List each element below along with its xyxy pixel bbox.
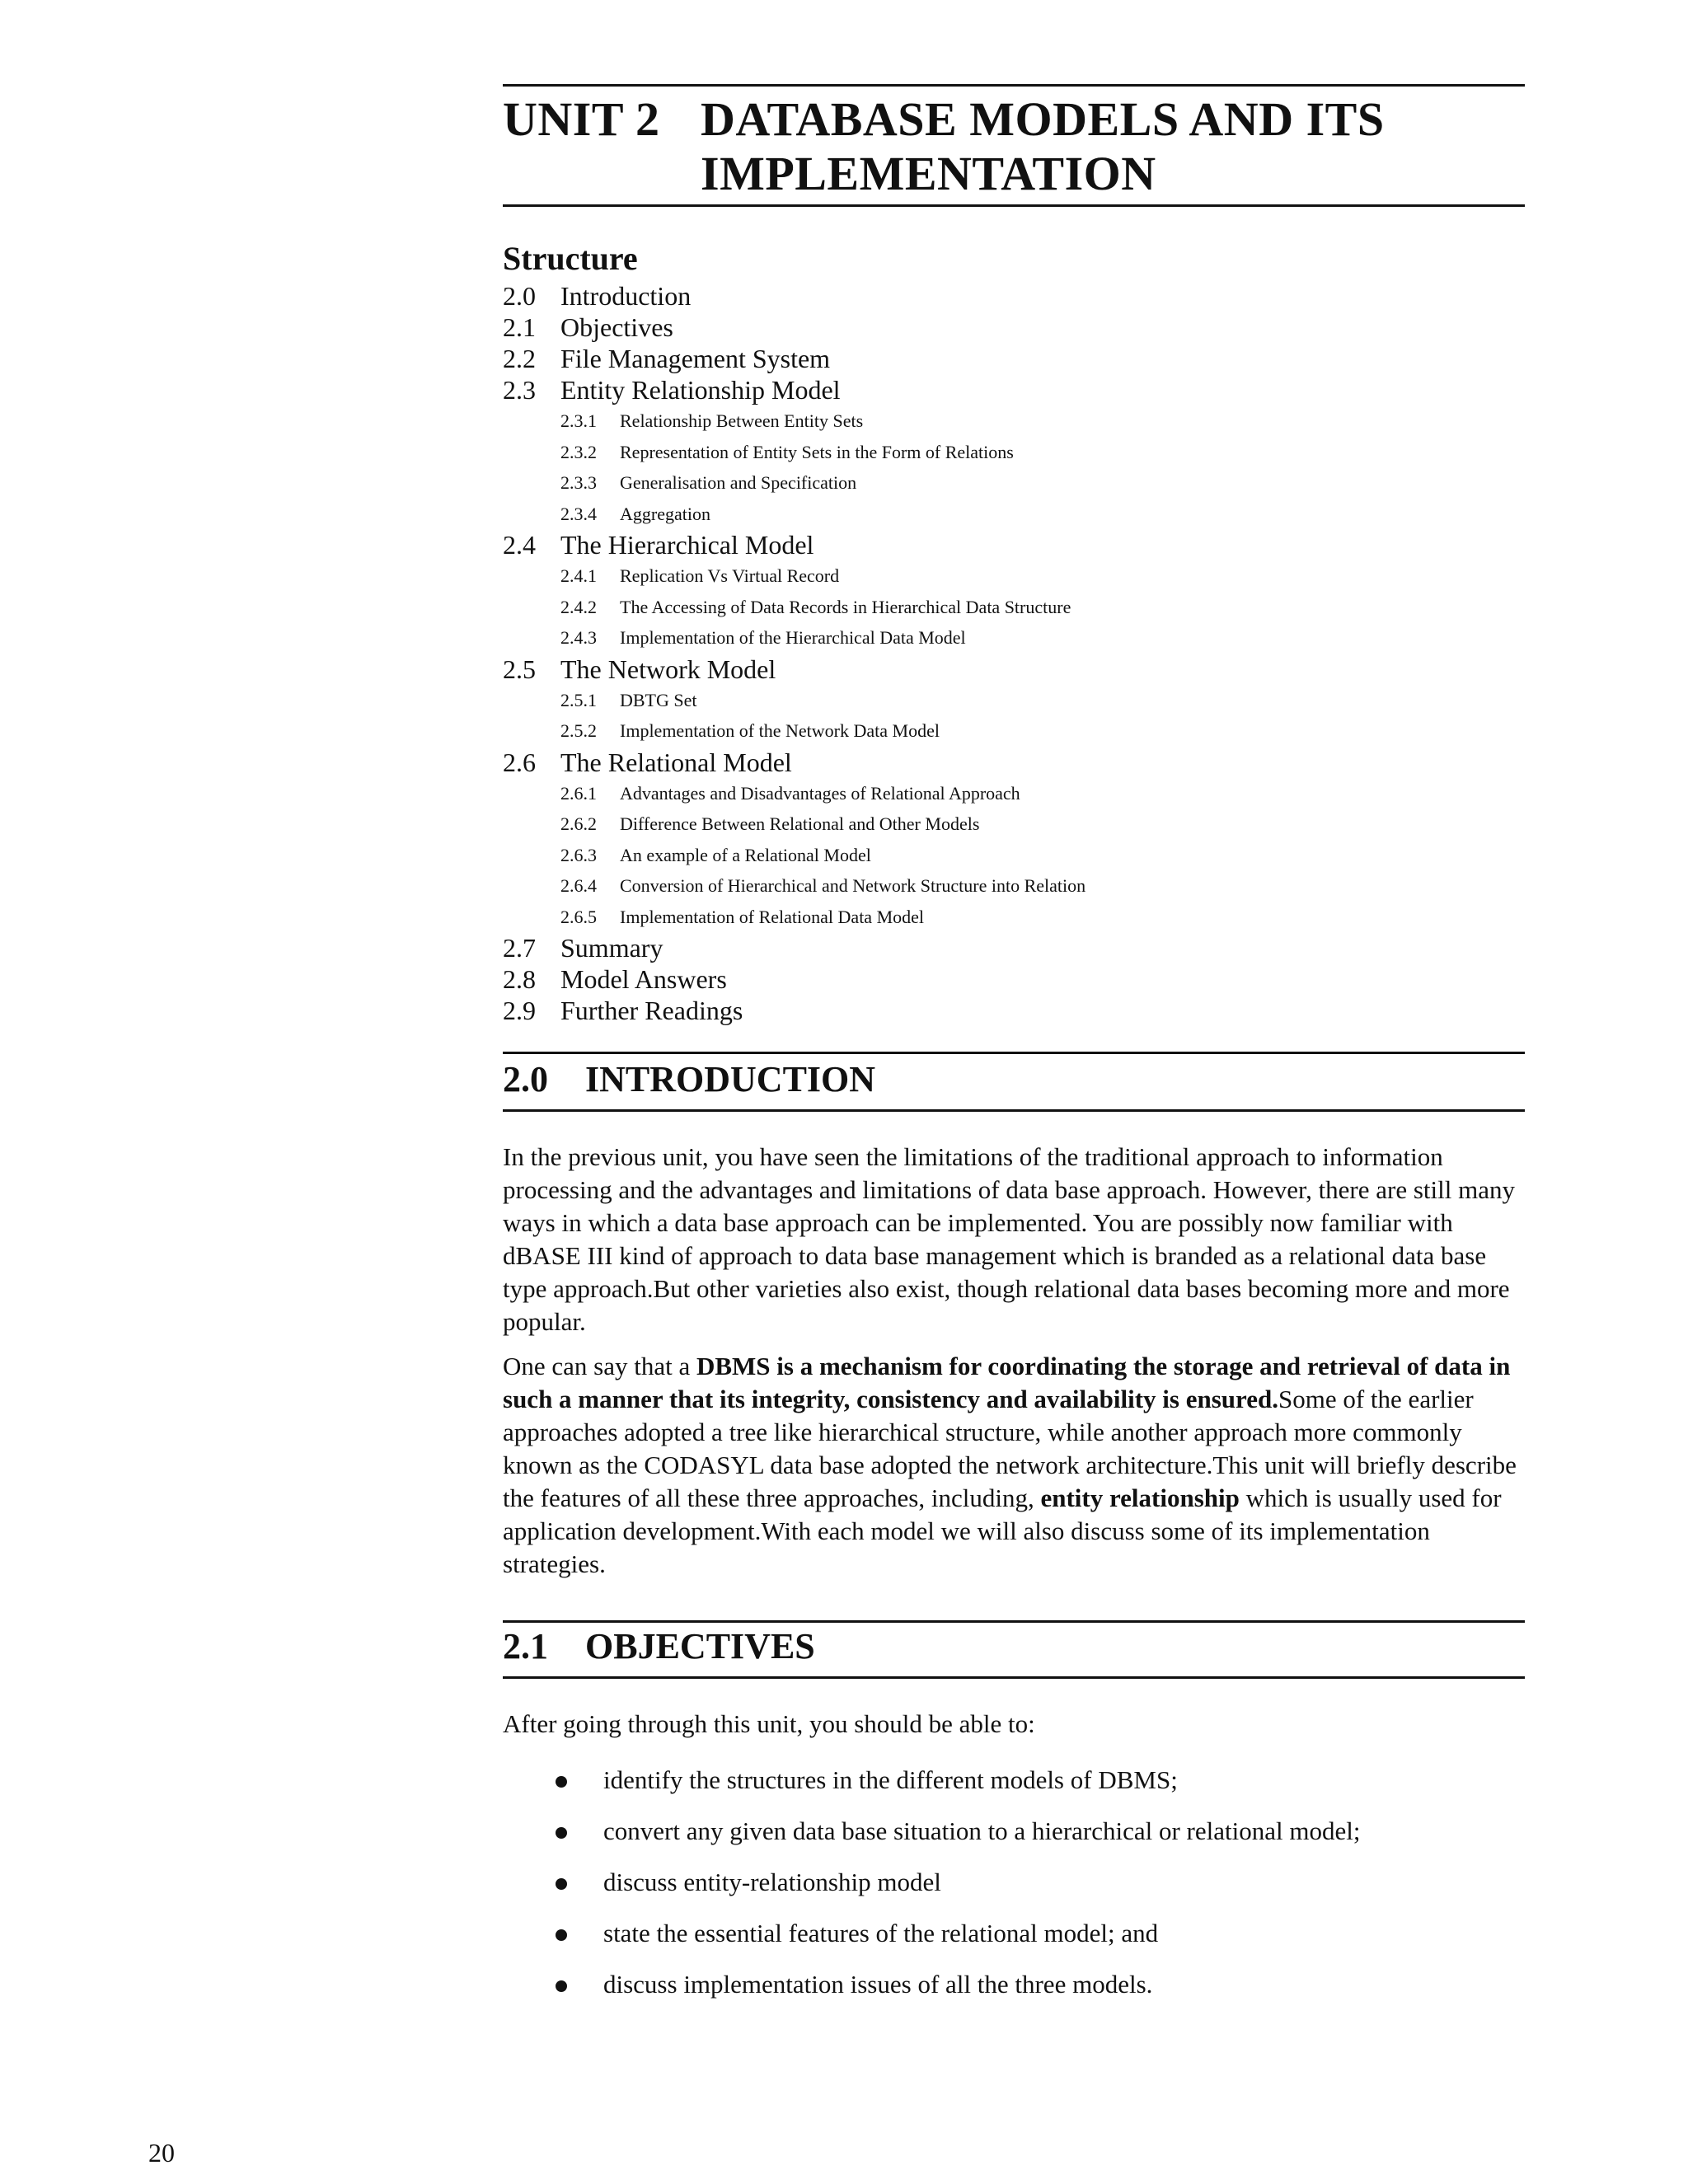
toc-subitem: 2.6.4 Conversion of Hierarchical and Network Structure into Relation bbox=[560, 875, 1086, 896]
toc-item: 2.0 Introduction bbox=[503, 281, 692, 311]
toc-item: 2.1 Objectives bbox=[503, 312, 673, 342]
objectives-top-rule bbox=[503, 1620, 1525, 1623]
objectives-number: 2.1 bbox=[503, 1626, 548, 1666]
toc-subitem: 2.4.1 Replication Vs Virtual Record bbox=[560, 565, 840, 586]
bullet-icon bbox=[556, 1878, 567, 1890]
list-item: state the essential features of the relational model; and bbox=[503, 1917, 1574, 1968]
intro-bottom-rule bbox=[503, 1109, 1525, 1112]
list-item: identify the structures in the different models of DBMS; bbox=[503, 1764, 1574, 1815]
title-top-rule bbox=[503, 84, 1525, 87]
toc-item: 2.4 The Hierarchical Model bbox=[503, 530, 814, 560]
toc-subitem: 2.6.5 Implementation of Relational Data Model bbox=[560, 906, 925, 927]
intro-top-rule bbox=[503, 1052, 1525, 1054]
toc-item: 2.8 Model Answers bbox=[503, 964, 727, 994]
objectives-bottom-rule bbox=[503, 1676, 1525, 1679]
title-bottom-rule bbox=[503, 204, 1525, 207]
unit-title-line-1: DATABASE MODELS AND ITS bbox=[701, 92, 1385, 146]
objectives-title: OBJECTIVES bbox=[585, 1626, 815, 1666]
unit-title-line-2: IMPLEMENTATION bbox=[701, 147, 1156, 200]
toc-subitem: 2.4.2 The Accessing of Data Records in Hierarchical Data Structure bbox=[560, 596, 1071, 617]
toc-subitem: 2.4.3 Implementation of the Hierarchical Data Model bbox=[560, 627, 966, 648]
page-number: 20 bbox=[148, 2138, 175, 2168]
toc-subitem: 2.3.2 Representation of Entity Sets in the Form of Relations bbox=[560, 441, 1014, 462]
toc-subitem: 2.5.1 DBTG Set bbox=[560, 689, 697, 710]
bullet-icon bbox=[556, 1929, 567, 1941]
bullet-icon bbox=[556, 1980, 567, 1992]
list-item: convert any given data base situation to a hierarchical or relational model; bbox=[503, 1815, 1574, 1866]
list-item: discuss implementation issues of all the three models. bbox=[503, 1968, 1574, 2019]
toc-subitem: 2.3.1 Relationship Between Entity Sets bbox=[560, 410, 864, 431]
unit-number: UNIT 2 bbox=[503, 92, 660, 146]
toc-subitem: 2.6.3 An example of a Relational Model bbox=[560, 844, 871, 865]
objectives-intro: After going through this unit, you should be able to: bbox=[503, 1709, 1035, 1738]
toc-item: 2.9 Further Readings bbox=[503, 996, 743, 1025]
toc-item: 2.6 The Relational Model bbox=[503, 747, 792, 777]
introduction-paragraph-2: One can say that a DBMS is a mechanism for coordinating the storage and retrieval of data in such a manner that its integrity, consistency and availability is ensured.Some of the earlier approaches adopted a tree like hierarchical structure, while another approach more commonly known as the CODASYL data base adopted the network architecture.This unit will briefly describe the features of all these three approaches, including, entity relationship which is usually used for application development.With each model we will also discuss some of its implementation strategies. bbox=[503, 1352, 1517, 1578]
introduction-paragraph-1: In the previous unit, you have seen the limitations of the traditional approach to information processing and the advantages and limitations of data base approach. However, there are still many ways in which a data base approach can be implemented. You are possibly now familiar with dBASE III kind of approach to data base management which is branded as a relational data base type approach.But other varieties also exist, though relational data bases becoming more and more popular. bbox=[503, 1142, 1515, 1336]
toc-item: 2.3 Entity Relationship Model bbox=[503, 375, 841, 405]
toc-subitem: 2.6.2 Difference Between Relational and Other Models bbox=[560, 813, 980, 834]
entity-relationship-emphasis: entity relationship bbox=[1040, 1483, 1240, 1512]
introduction-heading bbox=[503, 1058, 875, 1100]
objectives-list bbox=[503, 1764, 1574, 2019]
list-item: discuss entity-relationship model bbox=[503, 1866, 1574, 1917]
introduction-number: 2.0 bbox=[503, 1059, 548, 1099]
structure-list bbox=[503, 280, 1492, 1026]
toc-subitem: 2.3.3 Generalisation and Specification bbox=[560, 472, 857, 493]
toc-item: 2.2 File Management System bbox=[503, 344, 831, 373]
dbms-definition: DBMS is a mechanism for coordinating the storage and retrieval of data in such a manner that its integrity, consistency and availability is ensured. bbox=[503, 1352, 1511, 1413]
toc-subitem: 2.6.1 Advantages and Disadvantages of Relational Approach bbox=[560, 782, 1020, 804]
introduction-title: INTRODUCTION bbox=[585, 1059, 876, 1099]
toc-subitem: 2.3.4 Aggregation bbox=[560, 503, 710, 524]
objectives-heading bbox=[503, 1625, 815, 1667]
structure-heading: Structure bbox=[503, 240, 638, 277]
bullet-icon bbox=[556, 1776, 567, 1788]
toc-subitem: 2.5.2 Implementation of the Network Data Model bbox=[560, 720, 940, 741]
toc-item: 2.5 The Network Model bbox=[503, 654, 776, 684]
toc-item: 2.7 Summary bbox=[503, 933, 663, 963]
bullet-icon bbox=[556, 1827, 567, 1839]
